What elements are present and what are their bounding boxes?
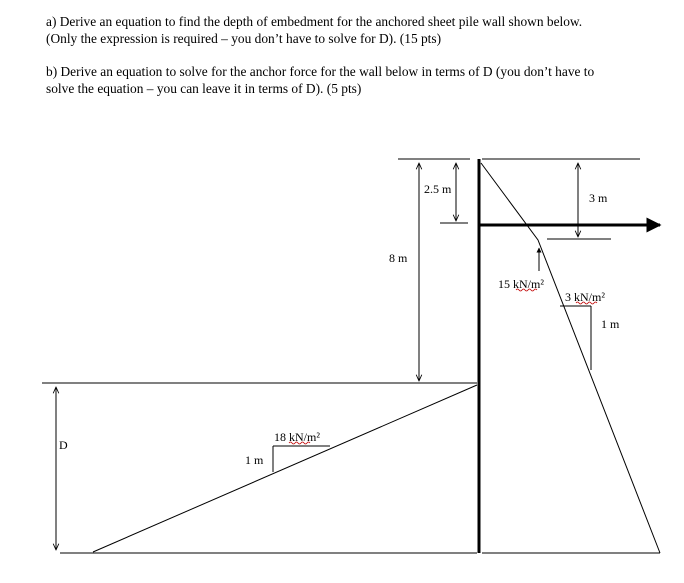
slope-right-run-label: 1 m: [601, 317, 620, 331]
pressure-15-value: 15 kN/m²: [498, 277, 544, 291]
question-b-line2: solve the equation – you can leave it in terms of D). (5 pts): [46, 81, 362, 96]
question-a-line2: (Only the expression is required – you don’t have to solve for D). (15 pts): [46, 31, 442, 46]
question-b-line1: b) Derive an equation to solve for the anchor force for the wall below in terms of D (you don’t have to: [46, 64, 595, 79]
dim-8m-label: 8 m: [389, 251, 408, 265]
pressure-3-label: [565, 290, 605, 304]
pressure-3-value: 3 kN/m²: [565, 290, 605, 304]
question-a-line1: a) Derive an equation to find the depth of embedment for the anchored sheet pile wall shown below.: [46, 14, 583, 29]
pressure-15-label: [498, 277, 544, 291]
dim-2-5m-label: 2.5 m: [424, 182, 452, 196]
passive-pressure-profile: [93, 385, 477, 552]
dim-3m-label: 3 m: [589, 191, 608, 205]
active-pressure-profile: [481, 163, 660, 553]
dim-d-label: D: [59, 438, 68, 452]
slope-left-run-label: 1 m: [245, 453, 264, 467]
pressure-18-value: 18 kN/m²: [274, 430, 320, 444]
